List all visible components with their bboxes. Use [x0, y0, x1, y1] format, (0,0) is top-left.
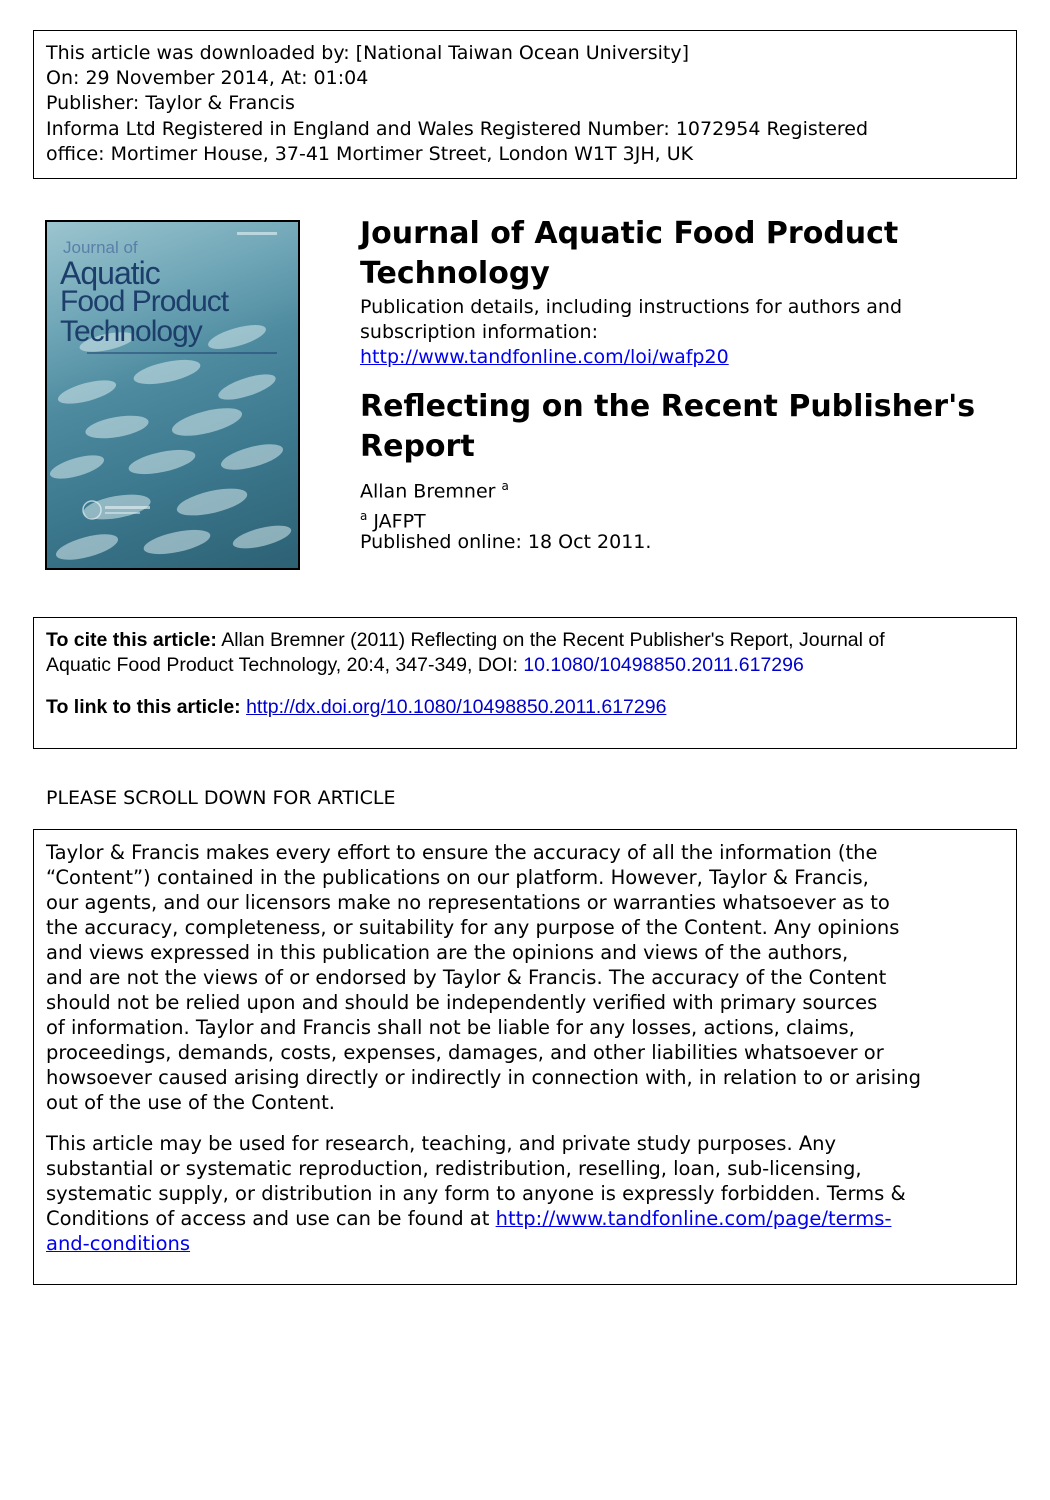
article-doi-url-link[interactable]: http://dx.doi.org/10.1080/10498850.2011.617296: [246, 696, 667, 718]
cover-technology: Technology: [60, 315, 202, 348]
disclaimer-line: should not be relied upon and should be independently verified with primary sources: [46, 991, 878, 1014]
article-title: Reflecting on the Recent Publisher's: [360, 389, 976, 424]
affiliation-name: JAFPT: [373, 510, 426, 533]
disclaimer-line: howsoever caused arising directly or indirectly in connection with, in relation to or arising: [46, 1066, 921, 1089]
download-notice-line: On: 29 November 2014, At: 01:04: [46, 67, 369, 90]
terms-link[interactable]: http://www.tandfonline.com/page/terms-: [495, 1207, 892, 1230]
citation-text: [46, 628, 1004, 678]
cite-label: To cite this article:: [46, 629, 217, 651]
disclaimer-line: our agents, and our licensors make no representations or warranties whatsoever as to: [46, 891, 890, 914]
disclaimer-line: and views expressed in this publication are the opinions and views of the authors,: [46, 941, 849, 964]
journal-title: Journal of Aquatic Food Product: [360, 216, 899, 251]
affiliation-mark: a: [360, 509, 368, 523]
terms-link-continued[interactable]: and-conditions: [46, 1232, 191, 1255]
cover-aquatic: Aquatic: [60, 255, 160, 291]
disclaimer-line: Conditions of access and use can be found at: [46, 1207, 496, 1230]
published-online-date: Published online: 18 Oct 2011.: [360, 531, 652, 553]
journal-url-link[interactable]: http://www.tandfonline.com/loi/wafp20: [360, 346, 729, 368]
disclaimer-line: the accuracy, completeness, or suitability for any purpose of the Content. Any opinions: [46, 916, 900, 939]
disclaimer-line: of information. Taylor and Francis shall not be liable for any losses, actions, claims,: [46, 1016, 855, 1039]
publication-details-continued: subscription information:: [360, 321, 598, 343]
download-notice-line: This article was downloaded by: [National Taiwan Ocean University]: [46, 42, 689, 64]
author-line: [360, 474, 509, 504]
disclaimer-line: proceedings, demands, costs, expenses, damages, and other liabilities whatsoever or: [46, 1041, 884, 1064]
author-affiliation-mark: a: [501, 479, 509, 493]
download-notice-line: Publisher: Taylor & Francis: [46, 92, 295, 115]
disclaimer-line: substantial or systematic reproduction, redistribution, reselling, loan, sub-licensing,: [46, 1157, 862, 1180]
scroll-down-notice: PLEASE SCROLL DOWN FOR ARTICLE: [46, 787, 396, 809]
disclaimer-paragraph-2: [46, 1131, 1004, 1256]
cite-text-line1: Allan Bremner (2011) Reflecting on the Recent Publisher's Report, Journal of: [216, 629, 885, 651]
cite-text-line2: Aquatic Food Product Technology, 20:4, 347-349, DOI:: [46, 654, 524, 676]
link-label: To link to this article:: [46, 696, 247, 718]
disclaimer-line: “Content”) contained in the publications on our platform. However, Taylor & Francis,: [46, 866, 869, 889]
publication-details: Publication details, including instructions for authors and: [360, 296, 903, 318]
doi-link[interactable]: 10.1080/10498850.2011.617296: [523, 654, 804, 676]
journal-title-continued: Technology: [360, 256, 550, 291]
disclaimer-line: Taylor & Francis makes every effort to ensure the accuracy of all the information (the: [46, 841, 878, 864]
article-link-line: [46, 695, 1004, 720]
journal-cover-image: [45, 220, 300, 570]
download-notice-line: Informa Ltd Registered in England and Wales Registered Number: 1072954 Registered: [46, 117, 869, 140]
download-notice-box: [33, 30, 1017, 179]
disclaimer-box: [33, 829, 1017, 1285]
cover-food-product: Food Product: [60, 285, 229, 318]
download-notice-line: office: Mortimer House, 37-41 Mortimer Street, London W1T 3JH, UK: [46, 142, 694, 165]
disclaimer-line: This article may be used for research, teaching, and private study purposes. Any: [46, 1132, 837, 1155]
cover-journal-of: Journal of: [63, 238, 138, 257]
disclaimer-line: out of the use of the Content.: [46, 1091, 335, 1114]
article-title-continued: Report: [360, 429, 475, 464]
citation-box: [33, 617, 1017, 749]
disclaimer-line: systematic supply, or distribution in any form to anyone is expressly forbidden. Terms &: [46, 1182, 906, 1205]
author-name: Allan Bremner: [360, 480, 496, 503]
disclaimer-line: and are not the views of or endorsed by Taylor & Francis. The accuracy of the Content: [46, 966, 887, 989]
disclaimer-paragraph-1: [46, 840, 1004, 1115]
